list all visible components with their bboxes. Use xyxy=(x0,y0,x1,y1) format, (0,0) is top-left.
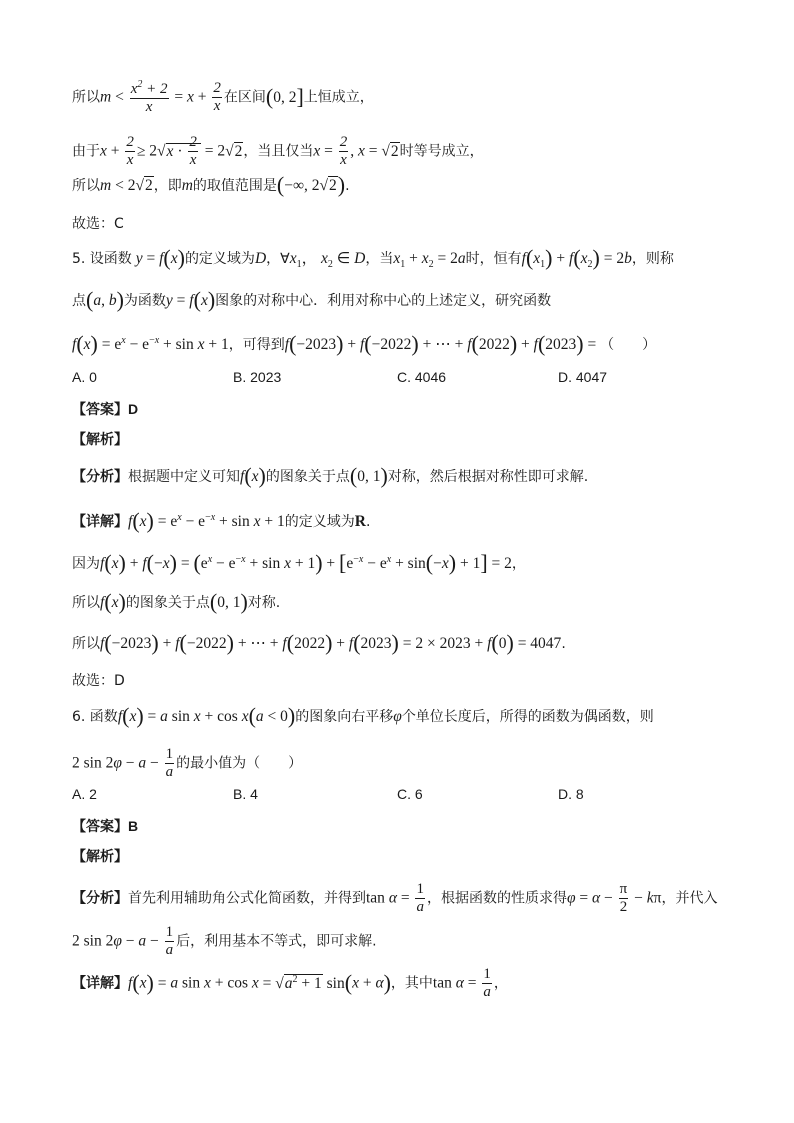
xiangjie-tag: 【详解】 xyxy=(72,975,128,992)
text: 对称，然后根据对称性即可求解. xyxy=(387,469,589,485)
q6-option-b: B. 4 xyxy=(233,786,258,802)
q5-stem-1: 5. 设函数 y = f(x)的定义域为D，$\forall x_1$， $x_2$ ∈ D，当$x_1 + x_2 = 2a$时，恒有$f(x_1) + f(x_2) = 2b$，则称 xyxy=(72,245,674,271)
text: 所以 xyxy=(72,636,100,652)
answer-tag: 【答案】 xyxy=(72,819,128,835)
text: 6. 函数 xyxy=(72,709,118,725)
answer-value: B xyxy=(128,818,139,834)
q5-xiangjie-2: 因为$f(x) + f(-x) = (e^x - e^{-x} + \sin x + 1) + [e^{-x} - e^x + \sin(-x) + 1] = 2$， xyxy=(72,550,526,576)
q5-stem-3: $f(x) = e^x - e^{-x} + \sin x + 1$，可得到f(−2023) + f(−2022) + ⋯ + f(2022) + f(2023) = （ ） xyxy=(72,331,657,357)
q6-stem-2: 2 sin 2φ − a − $\frac{1}{a}$ 的最小值为（ ） xyxy=(72,746,303,780)
q5-option-a: A. 0 xyxy=(72,369,97,385)
q6-option-d: D. 8 xyxy=(558,786,584,802)
answer-tag: 【答案】 xyxy=(72,402,128,418)
text: ，根据函数的性质求得 xyxy=(426,890,567,907)
q5-analysis-tag: 【解析】 xyxy=(72,432,128,448)
text: 由于 xyxy=(72,143,100,160)
text: ，当且仅当 xyxy=(243,143,314,160)
prev-line-1: 所以m < $\frac{x^2 + 2}{x}$ = x + $\frac{2}{x}$ 在区间(0, 2]上恒成立， xyxy=(72,79,374,115)
text: 时，恒有 xyxy=(465,251,522,267)
xiangjie-tag: 【详解】 xyxy=(72,514,128,531)
text: 的图象关于点 xyxy=(265,469,350,485)
text: 点 xyxy=(72,293,86,309)
q5-answer xyxy=(72,399,138,420)
q5-final: 故选：D xyxy=(72,673,125,689)
q5-xiangjie-4: 所以f(−2023) + f(−2022) + ⋯ + f(2022) + f(2023) = 2 × 2023 + f(0) = 4047. xyxy=(72,630,566,655)
text: ，其中 xyxy=(390,975,433,992)
q5-option-b: B. 2023 xyxy=(233,369,282,385)
text: . xyxy=(365,514,371,531)
q6-analysis-tag: 【解析】 xyxy=(72,849,128,865)
text: ， xyxy=(511,556,526,573)
text: 首先利用辅助角公式化简函数，并得到 xyxy=(128,890,366,907)
text: 的最小值为（ ） xyxy=(176,755,303,772)
q5-xiangjie-1: 【详解】$f(x) = e^x - e^{-x} + \sin x + 1$的定义域为R. xyxy=(72,508,371,534)
text: . xyxy=(561,636,566,652)
text: 在区间 xyxy=(223,89,266,106)
text: 图象的对称中心．利用对称中心的上述定义，研究函数 xyxy=(215,293,552,309)
text: 所以 xyxy=(72,595,100,611)
q6-option-a: A. 2 xyxy=(72,786,97,802)
q6-option-c: C. 6 xyxy=(397,786,423,802)
q6-fenxi-1: 【分析】首先利用辅助角公式化简函数，并得到tan α = $\frac{1}{a}$ ，根据函数的性质求得φ = α − $\frac{\pi}{2}$ − kπ，并代入 xyxy=(72,881,718,915)
text: ， xyxy=(493,975,508,992)
text: 所以 xyxy=(72,178,100,194)
text: ，当 xyxy=(365,251,394,267)
text: 因为 xyxy=(72,556,100,573)
text: 的取值范围是 xyxy=(192,178,277,194)
fenxi-tag: 【分析】 xyxy=(72,890,128,907)
text: 后，利用基本不等式，即可求解. xyxy=(176,933,377,950)
text: ，并代入 xyxy=(661,890,718,907)
text: 上恒成立， xyxy=(303,89,374,106)
q5-option-d: D. 4047 xyxy=(558,369,608,385)
q5-xiangjie-3: 所以f(x)的图象关于点(0, 1)对称. xyxy=(72,589,281,614)
text: 的图象关于点 xyxy=(125,595,210,611)
q6-stem-1: 6. 函数f(x) = a sin x + cos x(a < 0)的图象向右平移φ个单位长度后，所得的函数为偶函数，则 xyxy=(72,703,654,728)
text: 5. 设函数 xyxy=(72,251,132,267)
text: 的图象向右平移 xyxy=(295,709,394,725)
prev-line-2: 由于x + $\frac{2}{x}$ ≥ 2√x · $\frac{2}{x}$ = 2√2，当且仅当x = $\frac{2}{x}$ , x = √2时等号成立， xyxy=(72,134,484,168)
text: ，则称 xyxy=(631,251,674,267)
text: 个单位长度后，所得的函数为偶函数，则 xyxy=(401,709,654,725)
domain-symbol: R xyxy=(354,513,366,531)
answer-value: D xyxy=(128,401,139,417)
text: ，∀ xyxy=(266,251,290,267)
text: 时等号成立， xyxy=(399,143,484,160)
prev-line-3: 所以m < 2√2，即m的取值范围是(−∞, 2√2). xyxy=(72,172,350,197)
text: ，即 xyxy=(153,178,182,194)
q6-xiangjie-1: 【详解】f(x) = a $\sin x + \cos x = √a^2 + 1$ sin(x + α)，其中tan α = $\frac{1}{a}$ ， xyxy=(72,966,508,1000)
prev-answer: 故选：C xyxy=(72,216,124,232)
text: 的定义域为 xyxy=(184,251,255,267)
text: . xyxy=(345,178,350,194)
q6-answer xyxy=(72,816,138,837)
text: 根据题中定义可知 xyxy=(128,469,240,485)
q5-fenxi: 【分析】根据题中定义可知f(x)的图象关于点(0, 1)对称，然后根据对称性即可求解. xyxy=(72,463,589,488)
q6-fenxi-2: 2 sin 2φ − a − $\frac{1}{a}$ 后，利用基本不等式，即可求解. xyxy=(72,924,377,958)
text: 为函数 xyxy=(123,293,166,309)
fenxi-tag: 【分析】 xyxy=(72,469,128,485)
text: 的定义域为 xyxy=(284,514,355,531)
text: ，可得到 xyxy=(228,337,285,354)
text: （ ） xyxy=(600,337,657,354)
q5-stem-2: 点(a, b)为函数y = f(x)图象的对称中心．利用对称中心的上述定义，研究函数 xyxy=(72,287,552,312)
text: 对称. xyxy=(247,595,281,611)
text: 所以 xyxy=(72,89,100,106)
q5-option-c: C. 4046 xyxy=(397,369,447,385)
